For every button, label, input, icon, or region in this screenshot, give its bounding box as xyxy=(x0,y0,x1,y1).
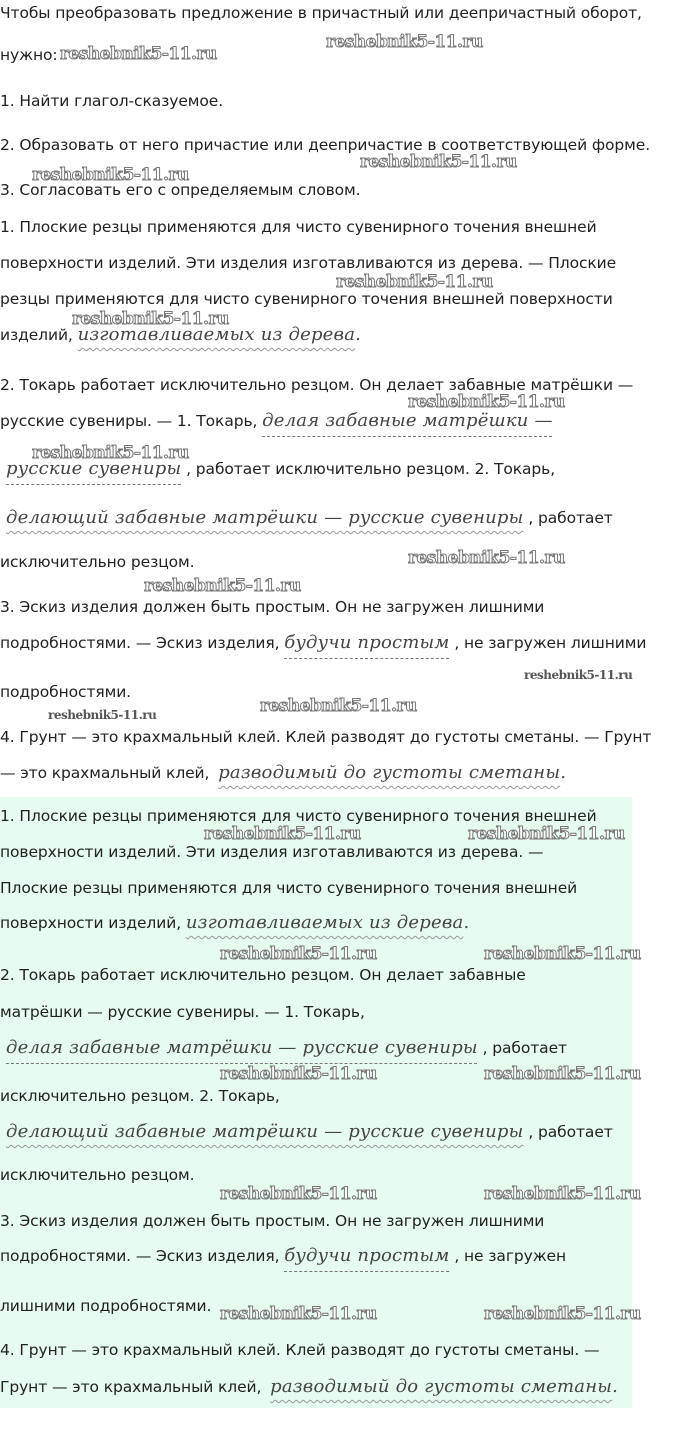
answer-line: 1. Плоские резцы применяются для чисто сувенирного точения внешней xyxy=(0,807,597,825)
watermark: reshebnik5-11.ru xyxy=(408,548,565,568)
gerund-phrase: будучи простым xyxy=(284,632,450,653)
text-line: поверхности изделий. Эти изделия изготавливаются из дерева. — Плоские xyxy=(0,254,617,272)
participle-phrase: изготавливаемых из дерева xyxy=(77,324,356,345)
watermark: reshebnik5-11.ru xyxy=(60,44,217,64)
watermark: reshebnik5-11.ru xyxy=(484,1184,641,1204)
period: . xyxy=(560,762,567,783)
text-line xyxy=(0,507,613,528)
text: , работает xyxy=(528,509,613,527)
answer-line xyxy=(0,1121,613,1142)
text: , работает xyxy=(528,1123,613,1141)
answer-line: исключительно резцом. xyxy=(0,1166,195,1184)
gerund-phrase: делая забавные матрёшки — xyxy=(262,410,553,431)
text-line: исключительно резцом. xyxy=(0,553,195,571)
step-1: 1. Найти глагол-сказуемое. xyxy=(0,92,224,110)
text: , работает исключительно резцом. 2. Токарь, xyxy=(186,460,556,478)
text-line xyxy=(0,632,646,653)
step-3: 3. Согласовать его с определяемым словом. xyxy=(0,181,361,199)
watermark: reshebnik5-11.ru xyxy=(220,1304,377,1324)
gerund-phrase: будучи простым xyxy=(284,1245,450,1266)
text: подробностями. — Эскиз изделия, xyxy=(0,1247,280,1265)
watermark: reshebnik5-11.ru xyxy=(408,392,565,412)
text: русские сувениры. — 1. Токарь, xyxy=(0,412,258,430)
answer-line: матрёшки — русские сувениры. — 1. Токарь, xyxy=(0,1003,365,1021)
intro-line: Чтобы преобразовать предложение в причастный или деепричастный оборот, xyxy=(0,4,642,22)
text: , работает xyxy=(482,1039,567,1057)
watermark: reshebnik5-11.ru xyxy=(220,1064,377,1084)
watermark: reshebnik5-11.ru xyxy=(220,944,377,964)
answer-line: 2. Токарь работает исключительно резцом. Он делает забавные xyxy=(0,966,526,984)
answer-line: исключительно резцом. 2. Токарь, xyxy=(0,1087,280,1105)
watermark: reshebnik5-11.ru xyxy=(326,32,483,52)
answer-line: Плоские резцы применяются для чисто сувенирного точения внешней xyxy=(0,879,578,897)
answer-line: лишними подробностями. xyxy=(0,1297,212,1315)
text: изделий, xyxy=(0,326,73,344)
watermark: reshebnik5-11.ru xyxy=(484,1304,641,1324)
watermark: reshebnik5-11.ru xyxy=(48,708,157,722)
answer-line xyxy=(0,1245,566,1266)
participle-phrase: делающий забавные матрёшки — русские сувениры xyxy=(6,507,524,528)
watermark: reshebnik5-11.ru xyxy=(32,443,189,463)
period: . xyxy=(463,912,470,933)
watermark: reshebnik5-11.ru xyxy=(484,944,641,964)
gerund-phrase: делая забавные матрёшки — русские сувениры xyxy=(6,1037,478,1058)
participle-phrase: разводимый до густоты сметаны xyxy=(218,762,561,783)
watermark: reshebnik5-11.ru xyxy=(32,165,189,185)
text: подробностями. — Эскиз изделия, xyxy=(0,634,280,652)
gerund-phrase: русские сувениры xyxy=(6,458,182,479)
text: поверхности изделий, xyxy=(0,914,182,932)
text-line: 4. Грунт — это крахмальный клей. Клей разводят до густоты сметаны. — Грунт xyxy=(0,728,652,746)
watermark: reshebnik5-11.ru xyxy=(72,309,229,329)
answer-line: поверхности изделий. Эти изделия изготавливаются из дерева. — xyxy=(0,843,544,861)
text: Грунт — это крахмальный клей, xyxy=(0,1378,262,1396)
answer-line xyxy=(0,912,469,933)
watermark: reshebnik5-11.ru xyxy=(484,1064,641,1084)
answer-line xyxy=(0,1376,618,1397)
participle-phrase: изготавливаемых из дерева xyxy=(185,912,464,933)
watermark: reshebnik5-11.ru xyxy=(220,1184,377,1204)
watermark: reshebnik5-11.ru xyxy=(144,576,301,596)
text: , не загружен лишними xyxy=(454,634,647,652)
answer-line xyxy=(0,1037,567,1058)
text-line xyxy=(0,410,553,431)
watermark: reshebnik5-11.ru xyxy=(468,824,625,844)
text-line xyxy=(0,762,566,783)
text-line: 3. Эскиз изделия должен быть простым. Он не загружен лишними xyxy=(0,598,545,616)
watermark: reshebnik5-11.ru xyxy=(336,272,493,292)
watermark: reshebnik5-11.ru xyxy=(524,668,633,682)
text-line: 2. Токарь работает исключительно резцом. Он делает забавные матрёшки — xyxy=(0,376,634,394)
answer-line: 3. Эскиз изделия должен быть простым. Он не загружен лишними xyxy=(0,1212,545,1230)
answer-line: 4. Грунт — это крахмальный клей. Клей разводят до густоты сметаны. — xyxy=(0,1341,600,1359)
watermark: reshebnik5-11.ru xyxy=(260,696,417,716)
text-line: резцы применяются для чисто сувенирного точения внешней поверхности xyxy=(0,290,613,308)
period: . xyxy=(612,1376,619,1397)
text: , не загружен xyxy=(454,1247,567,1265)
participle-phrase: разводимый до густоты сметаны xyxy=(270,1376,613,1397)
text-line: 1. Плоские резцы применяются для чисто сувенирного точения внешней xyxy=(0,218,597,236)
text: — это крахмальный клей, xyxy=(0,764,210,782)
intro-line: нужно: xyxy=(0,46,58,64)
watermark: reshebnik5-11.ru xyxy=(360,152,517,172)
watermark: reshebnik5-11.ru xyxy=(204,824,361,844)
participle-phrase: делающий забавные матрёшки — русские сувениры xyxy=(6,1121,524,1142)
text-line: подробностями. xyxy=(0,683,132,701)
period: . xyxy=(355,324,362,345)
step-2: 2. Образовать от него причастие или деепричастие в соответствующей форме. xyxy=(0,136,651,154)
